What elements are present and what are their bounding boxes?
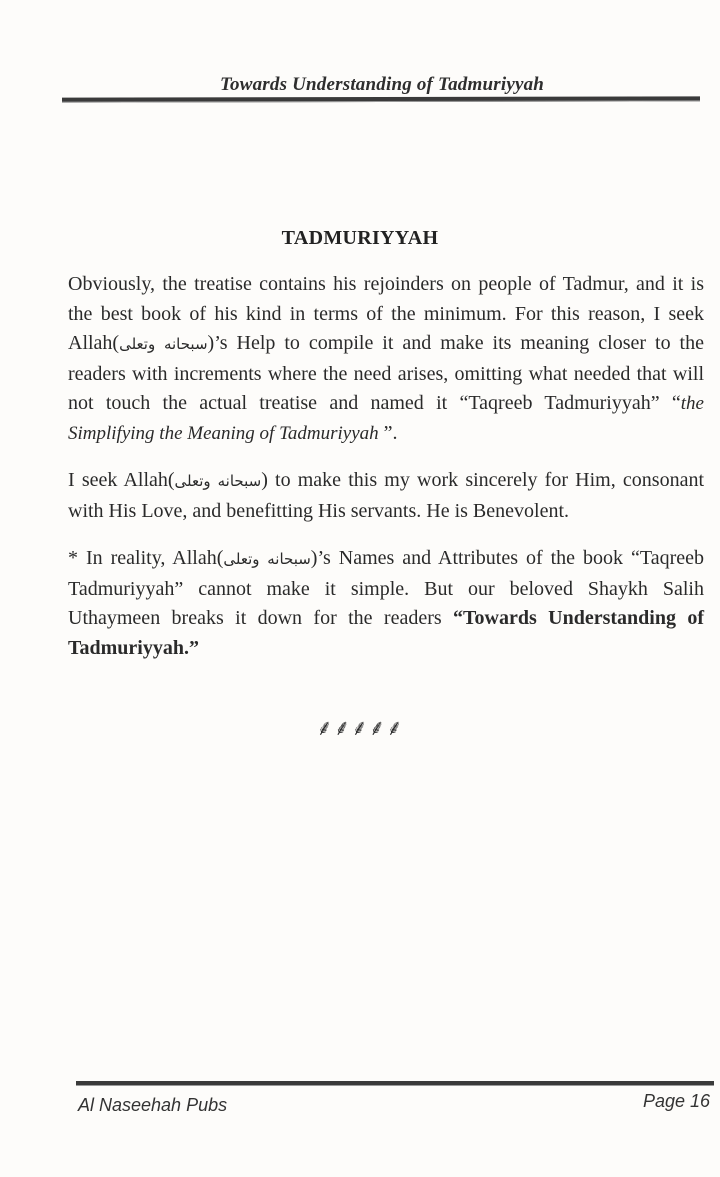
paragraph-1-text-c: ”. bbox=[378, 421, 398, 444]
section-title: TADMURIYYAH bbox=[281, 227, 439, 249]
running-header-title: Towards Understanding of Tadmuriyyah bbox=[219, 74, 545, 95]
paragraph-1-text-a: Obviously, the treatise contains his rejoinders on people of Tadmur, and it is the best book of his kind in terms of the minimum. For this reason, I seek Allah( bbox=[68, 273, 704, 354]
footer-page-number: Page 16 bbox=[642, 1091, 710, 1111]
body-text bbox=[68, 270, 704, 681]
paragraph-3-text-b: )’s Names and Attributes of the book “Taqreeb Tadmuriyyah” cannot make it simple. But our beloved Shaykh Salih Uthaymeen breaks it down for the readers bbox=[68, 547, 704, 629]
paragraph-2 bbox=[68, 466, 704, 526]
paragraph-1-italic-title: the Simplifying the Meaning of Tadmuriyyah bbox=[68, 393, 704, 444]
paragraph-1 bbox=[68, 270, 704, 448]
footer-rule bbox=[76, 1081, 714, 1086]
arabic-honorific: سبحانه وتعلى bbox=[223, 550, 311, 568]
paragraph-2-text-b: ) to make this my work sincerely for Him, consonant with His Love, and benefitting His servants. He is Benevolent. bbox=[68, 469, 705, 522]
ornament-divider-icon: ⸙⸙⸙⸙⸙ bbox=[316, 716, 404, 741]
footer-publisher: Al Naseehah Pubs bbox=[78, 1095, 228, 1115]
paragraph-3-bold-title: “Towards Understanding of Tadmuriyyah.” bbox=[68, 607, 704, 659]
arabic-honorific: سبحانه وتعلى bbox=[119, 335, 208, 353]
arabic-honorific: سبحانه وتعلى bbox=[174, 472, 262, 490]
paragraph-3 bbox=[68, 544, 704, 663]
header-rule bbox=[62, 96, 700, 102]
paragraph-1-text-b: )’s Help to compile it and make its meaning closer to the readers with increments where the need arises, omitting what needed that will not touch the actual treatise and named it “Taqreeb Tadmuriyyah” “ bbox=[68, 332, 704, 414]
paragraph-3-text-a: * In reality, Allah( bbox=[68, 547, 224, 569]
paragraph-2-text-a: I seek Allah( bbox=[68, 469, 175, 491]
